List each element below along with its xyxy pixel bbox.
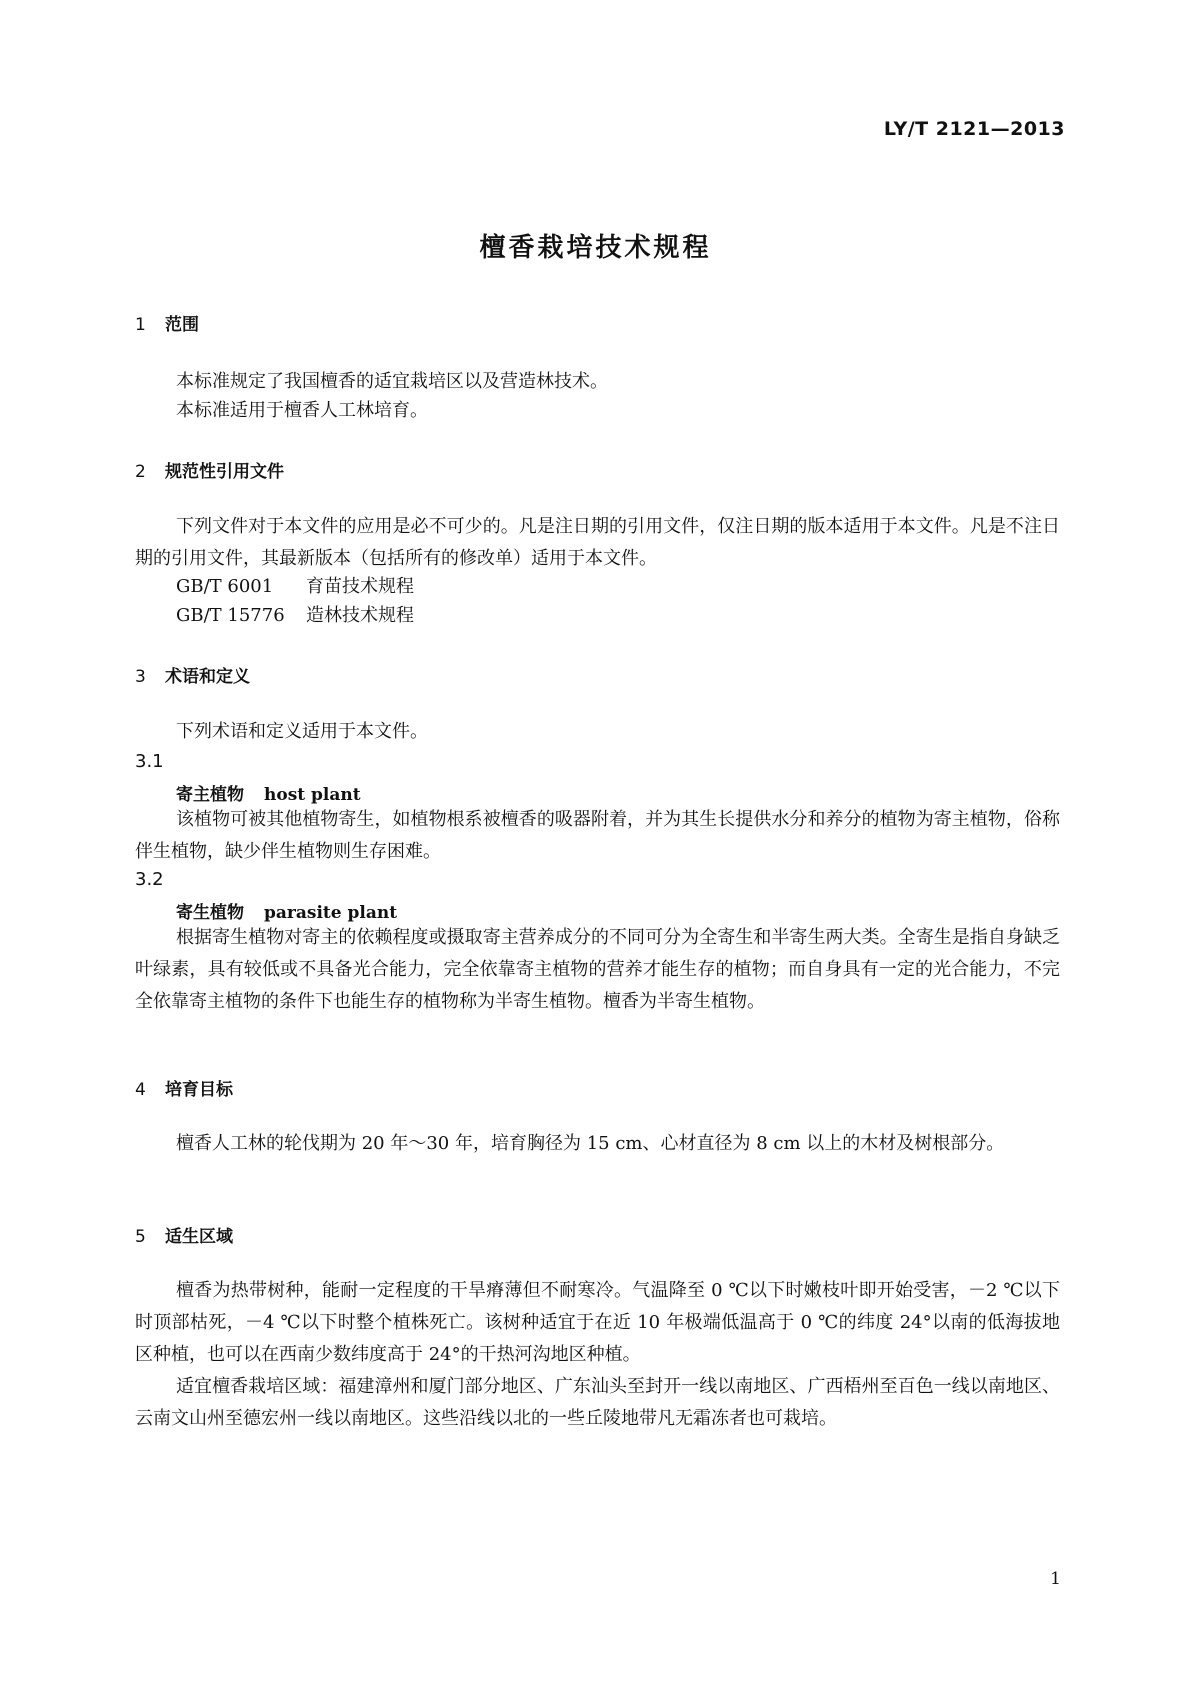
term-definition: 该植物可被其他植物寄生，如植物根系被檀香的吸器附着，并为其生长提供水分和养分的植物为寄主植物，俗称伴生植物，缺少伴生植物则生存困难。 [135, 809, 1060, 862]
reference-code: GB/T 15776 [176, 605, 285, 626]
section-5-heading [135, 1222, 233, 1247]
section-title: 范围 [165, 315, 199, 335]
term-chinese: 寄生植物 [176, 903, 244, 923]
standard-code: LY/T 2121—2013 [883, 118, 1065, 140]
reference-code: GB/T 6001 [176, 576, 274, 597]
section-1-heading [135, 310, 199, 335]
section-title: 术语和定义 [165, 667, 250, 687]
section-title: 适生区域 [165, 1227, 233, 1247]
normative-reference [176, 572, 414, 598]
section-number: 4 [135, 1080, 146, 1100]
document-title: 檀香栽培技术规程 [479, 233, 712, 263]
reference-title: 育苗技术规程 [306, 576, 414, 597]
term-number: 3.1 [135, 751, 164, 772]
paragraph: 檀香为热带树种，能耐一定程度的干旱瘠薄但不耐寒冷。气温降至 0 ℃以下时嫩枝叶即开始受害，－2 ℃以下时顶部枯死，－4 ℃以下时整个植株死亡。该树种适宜于在近 10 年极端低温高于 0 ℃的纬度 24°以南的低海拔地区种植，也可以在西南少数纬度高于 24°的干热河沟地区种植。 [135, 1280, 1060, 1365]
term-heading [176, 898, 397, 923]
page-number: 1 [1050, 1569, 1061, 1589]
term-chinese: 寄主植物 [176, 785, 244, 805]
term-definition: 根据寄生植物对寄主的依赖程度或摄取寄主营养成分的不同可分为全寄生和半寄生两大类。全寄生是指自身缺乏叶绿素，具有较低或不具备光合能力，完全依靠寄主植物的营养才能生存的植物；而自身具有一定的光合能力，不完全依靠寄主植物的条件下也能生存的植物称为半寄生植物。檀香为半寄生植物。 [135, 927, 1060, 1012]
section-3-heading [135, 662, 250, 687]
section-title: 规范性引用文件 [165, 462, 284, 482]
paragraph: 本标准规定了我国檀香的适宜栽培区以及营造林技术。 [176, 371, 608, 392]
section-number: 2 [135, 462, 146, 482]
section-title: 培育目标 [165, 1080, 233, 1100]
paragraph: 本标准适用于檀香人工林培育。 [176, 400, 428, 421]
term-english: host plant [264, 785, 361, 805]
paragraph: 下列文件对于本文件的应用是必不可少的。凡是注日期的引用文件，仅注日期的版本适用于本文件。凡是不注日期的引用文件，其最新版本（包括所有的修改单）适用于本文件。 [135, 516, 1060, 569]
section-2-heading [135, 457, 284, 482]
section-number: 1 [135, 315, 146, 335]
term-heading [176, 780, 361, 805]
term-number: 3.2 [135, 869, 164, 890]
section-4-heading [135, 1075, 233, 1100]
reference-title: 造林技术规程 [306, 605, 414, 626]
paragraph: 下列术语和定义适用于本文件。 [176, 721, 428, 742]
section-number: 3 [135, 667, 146, 687]
normative-reference [176, 601, 414, 627]
paragraph: 适宜檀香栽培区域：福建漳州和厦门部分地区、广东汕头至封开一线以南地区、广西梧州至百色一线以南地区、云南文山州至德宏州一线以南地区。这些沿线以北的一些丘陵地带凡无霜冻者也可栽培。 [135, 1376, 1060, 1429]
paragraph: 檀香人工林的轮伐期为 20 年～30 年，培育胸径为 15 cm、心材直径为 8 cm 以上的木材及树根部分。 [176, 1133, 1005, 1154]
section-number: 5 [135, 1227, 146, 1247]
term-english: parasite plant [264, 903, 398, 923]
